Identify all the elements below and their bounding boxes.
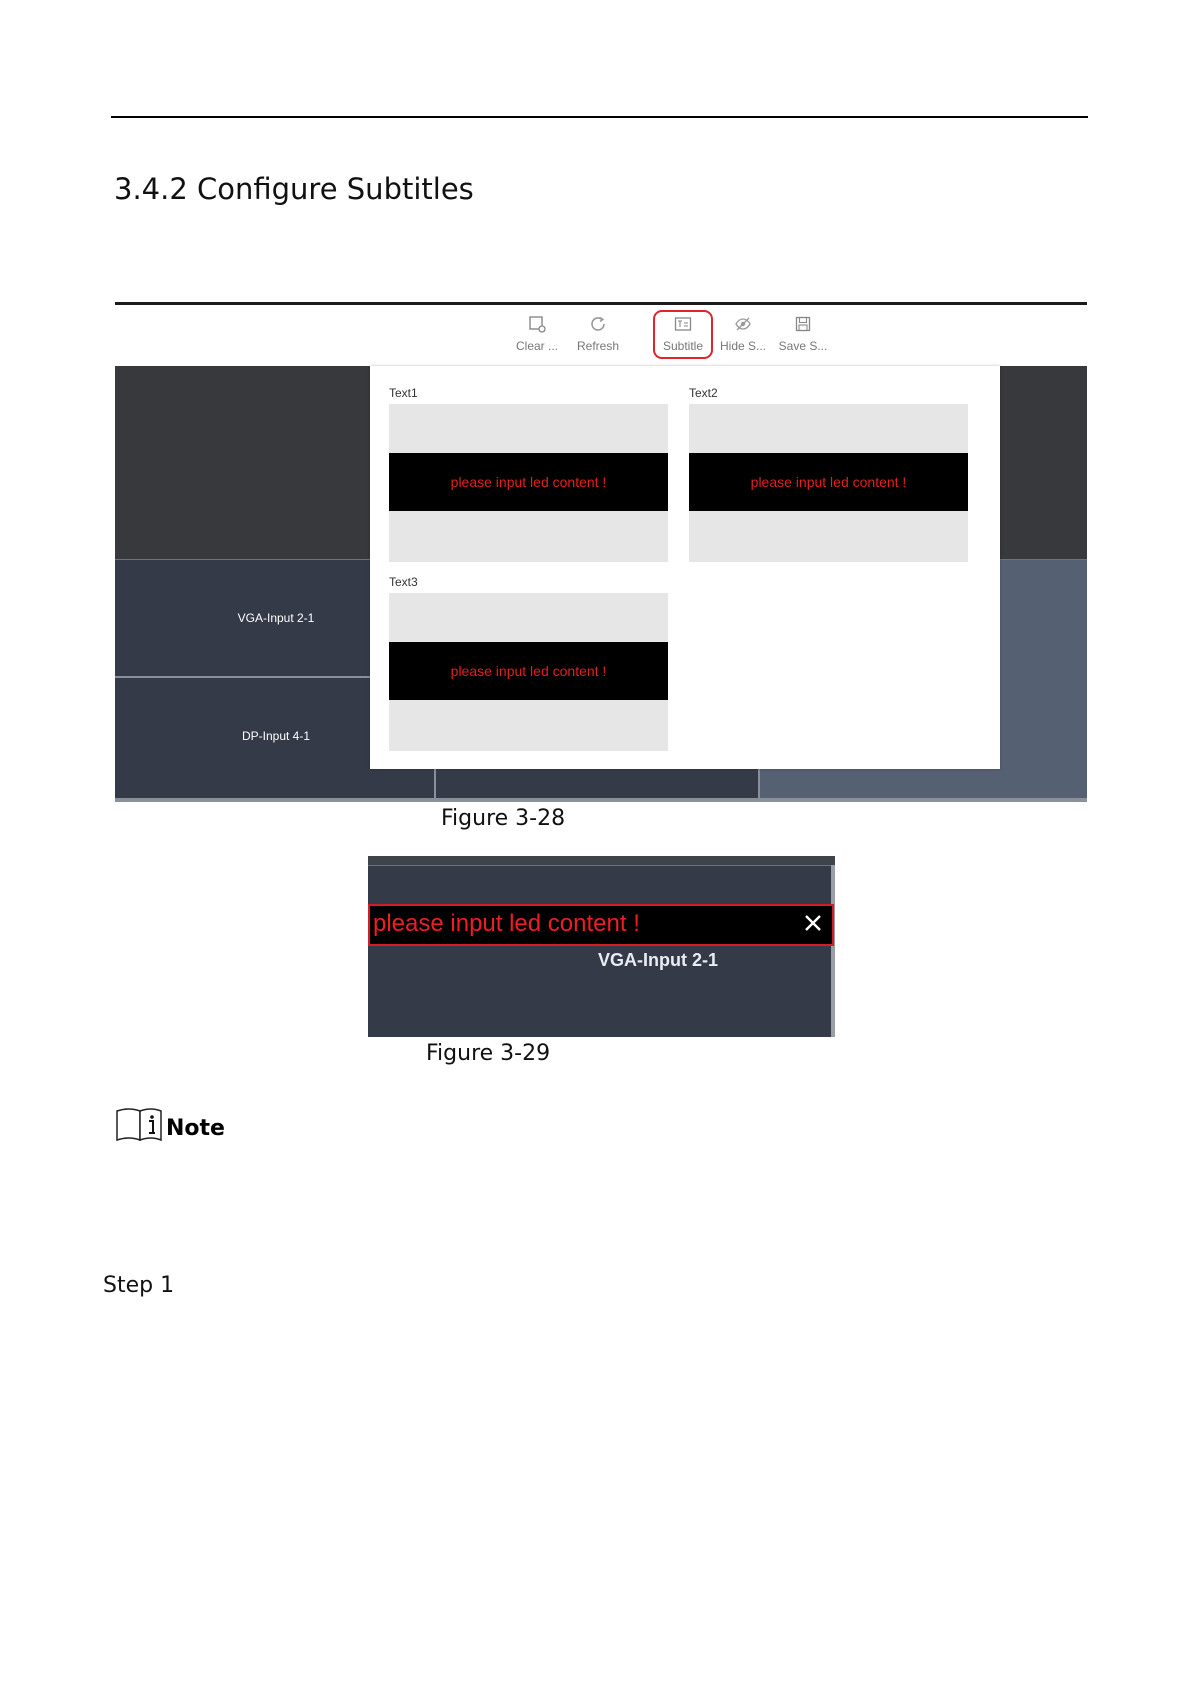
wall-tile-blue-right[interactable] [1000,559,1087,802]
subtitle-preview-text1: please input led content ! [389,453,668,511]
wall-toolbar [115,305,1087,366]
step-1-label: Step 1 [103,1273,175,1298]
window-right-edge [831,865,835,1037]
subtitle-label: Subtitle [662,339,704,353]
window-top-edge [368,865,831,866]
figure-3-28-screenshot [115,302,1087,802]
wall-tile-empty-right[interactable] [1000,366,1087,559]
figure-top-border [368,856,835,865]
save-icon [794,315,812,333]
save-scene-button[interactable] [773,315,833,353]
subtitle-preview-text2: please input led content ! [689,453,968,511]
note-label: Note [166,1116,225,1141]
wall-bottom-edge [115,798,1087,802]
slot-title-text3: Text3 [389,575,418,589]
header-rule [111,116,1088,118]
subtitle-bar[interactable] [368,904,834,946]
hide-subtitle-button[interactable] [713,315,773,353]
info-book-icon [115,1106,165,1142]
save-scene-label: Save S... [778,339,828,353]
refresh-icon [589,315,607,333]
clear-screen-icon [528,315,546,333]
subtitle-slot-text3[interactable] [389,593,668,751]
subtitle-slot-text2[interactable] [689,404,968,562]
subtitle-preview-text3: please input led content ! [389,642,668,700]
hide-subtitle-icon [734,315,752,333]
figure-3-29-caption: Figure 3-29 [426,1041,551,1066]
subtitle-dialog [370,366,1000,769]
section-heading: 3.4.2 Configure Subtitles [114,172,474,206]
hide-subtitle-label: Hide S... [719,339,767,353]
clear-screen-label: Clear ... [515,339,558,353]
window-label: VGA-Input 2-1 [598,950,718,970]
wall-tile-label: DP-Input 4-1 [241,729,311,743]
clear-screen-button[interactable] [507,315,567,353]
figure-3-28-caption: Figure 3-28 [441,806,566,831]
wall-tile-label: VGA-Input 2-1 [237,611,315,625]
refresh-label: Refresh [576,339,620,353]
subtitle-bar-text: please input led content ! [373,910,640,937]
wall-tile-empty[interactable] [115,366,370,559]
slot-title-text1: Text1 [389,386,418,400]
subtitle-highlight-ring [653,310,713,359]
wall-tile-dp[interactable] [115,676,370,802]
slot-title-text2: Text2 [689,386,718,400]
close-icon[interactable] [802,912,824,934]
figure-3-29-screenshot [368,856,835,1037]
wall-tile-vga[interactable] [115,559,370,676]
subtitle-slot-text1[interactable] [389,404,668,562]
refresh-button[interactable] [568,315,628,353]
